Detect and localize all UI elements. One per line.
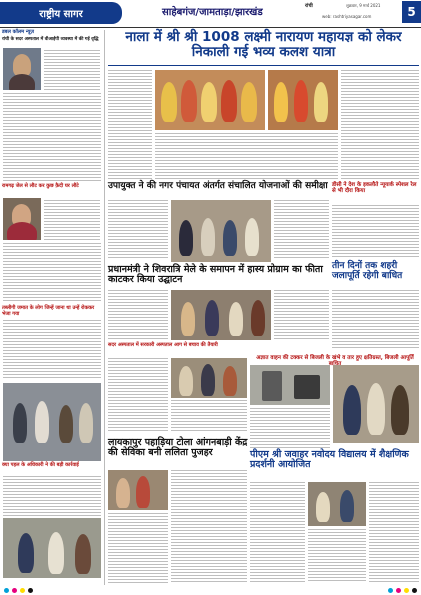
story-g-headline: लायकापुर पहाड़िया टोला आंगनबाड़ी केंद्र की सेविका बनी ललिता पुजहर <box>108 437 248 459</box>
story-h-body-3 <box>369 482 419 583</box>
story-f-photo <box>250 365 330 405</box>
story-e-photo <box>171 358 247 398</box>
masthead-rule <box>0 27 421 28</box>
lead-photo-1 <box>155 70 265 130</box>
story1-body <box>44 50 100 90</box>
lead-headline: नाला में श्री श्री 1008 लक्ष्मी नारायण महायज्ञ को लेकर निकाली गई भव्य कलश यात्रा <box>125 29 402 60</box>
left-column-photo <box>3 383 101 461</box>
story3-body <box>3 320 101 380</box>
story2-body <box>44 200 100 240</box>
story-c-headline: प्रधानमंत्री ने शिवरात्रि मेले के समापन में हास्य प्रोग्राम का फीता काटकर किया उद्घाटन <box>108 264 323 286</box>
story1-body-cont <box>3 93 101 183</box>
story-c-body-2 <box>274 290 329 340</box>
story-b-photo <box>171 200 271 262</box>
masthead <box>0 0 421 27</box>
edition-date: शुक्रवार, 9 मार्च 2021 <box>346 3 381 8</box>
story3-headline: तब्लीगी जमात के लोग जिन्हें जाना था उन्हें रोककर भेजा गया <box>2 305 95 317</box>
story-e-body <box>108 358 168 433</box>
story-d-body <box>332 290 419 350</box>
story-h-body <box>250 482 305 583</box>
lead-body-col1 <box>108 70 152 180</box>
story-e-body-2 <box>171 400 247 433</box>
left-column <box>2 30 102 42</box>
website: web: rashtriyasagar.com <box>322 14 372 19</box>
story-f-headline: अज्ञात वाहन की टक्कर से बिजली के खंभे व तार हुए क्षतिग्रस्त, बिजली आपूर्ति <box>256 355 414 361</box>
portrait-photo-2 <box>3 198 41 240</box>
lead-rule <box>108 65 419 66</box>
story-c-photo <box>171 290 271 340</box>
story1-headline: रांची के सदर अस्पताल में वीआईपी व्यवस्था में की गई वृद्धि <box>2 36 99 42</box>
story-b-headline: उपायुक्त ने की नगर पंचायत अंतर्गत संचालित योजनाओं की समीक्षा <box>108 181 328 191</box>
section-label: डबल कॉलम न्यूज़ <box>2 29 35 35</box>
lead-photo-2 <box>268 70 338 130</box>
story-d-headline: तीन दिनों तक शहरी जलापूर्ति रहेगी बाधित <box>332 261 403 281</box>
story-g-photo <box>108 470 168 510</box>
lead-body-under <box>155 133 338 180</box>
color-register-right <box>388 588 417 593</box>
page-number: 5 <box>402 1 421 23</box>
lead-body-col4 <box>341 70 419 180</box>
story-f-body <box>250 408 330 448</box>
column-divider <box>104 30 105 585</box>
sidebar-headline: डीसी ने देश के इकलौते न्यूयार्क स्पेशल रेल से भी दौरा किया <box>332 182 417 195</box>
story-g-body <box>108 513 168 583</box>
story-h-body-2 <box>308 529 366 583</box>
left-column-photo-2 <box>3 518 101 578</box>
newspaper-name: राष्ट्रीय सागर <box>0 2 122 24</box>
story-g-body-2 <box>171 470 247 583</box>
story4-headline: क्या पहल के अधिकारी ने की बड़ी कार्रवाई <box>2 462 79 468</box>
story-h-headline: पीएम श्री जवाहर नवोदय विद्यालय में शैक्षणिक प्रदर्शनी आयोजित <box>250 449 409 471</box>
story-b-body-2 <box>274 200 329 260</box>
story-b-body <box>108 200 168 260</box>
story-e-headline: सदर अस्पताल में सरकारी अस्पताल आग से बचाव की तैयारी <box>108 342 218 348</box>
story2-headline: रामगढ़ जेल से लौट कर कुछ क़ैदी घर लौटे <box>2 183 79 189</box>
story4-body <box>3 476 101 516</box>
story-c-body <box>108 290 168 340</box>
sidebar-body <box>332 205 419 257</box>
edition-city: रांची <box>305 3 313 9</box>
edition-region: साहेबगंज/जामताड़ा/झारखंड <box>162 7 263 18</box>
portrait-photo-1 <box>3 48 41 90</box>
color-register-left <box>4 588 33 593</box>
story-h-photo <box>308 482 366 526</box>
story2-body-cont <box>3 243 101 303</box>
story-f-photo-2 <box>333 365 419 443</box>
